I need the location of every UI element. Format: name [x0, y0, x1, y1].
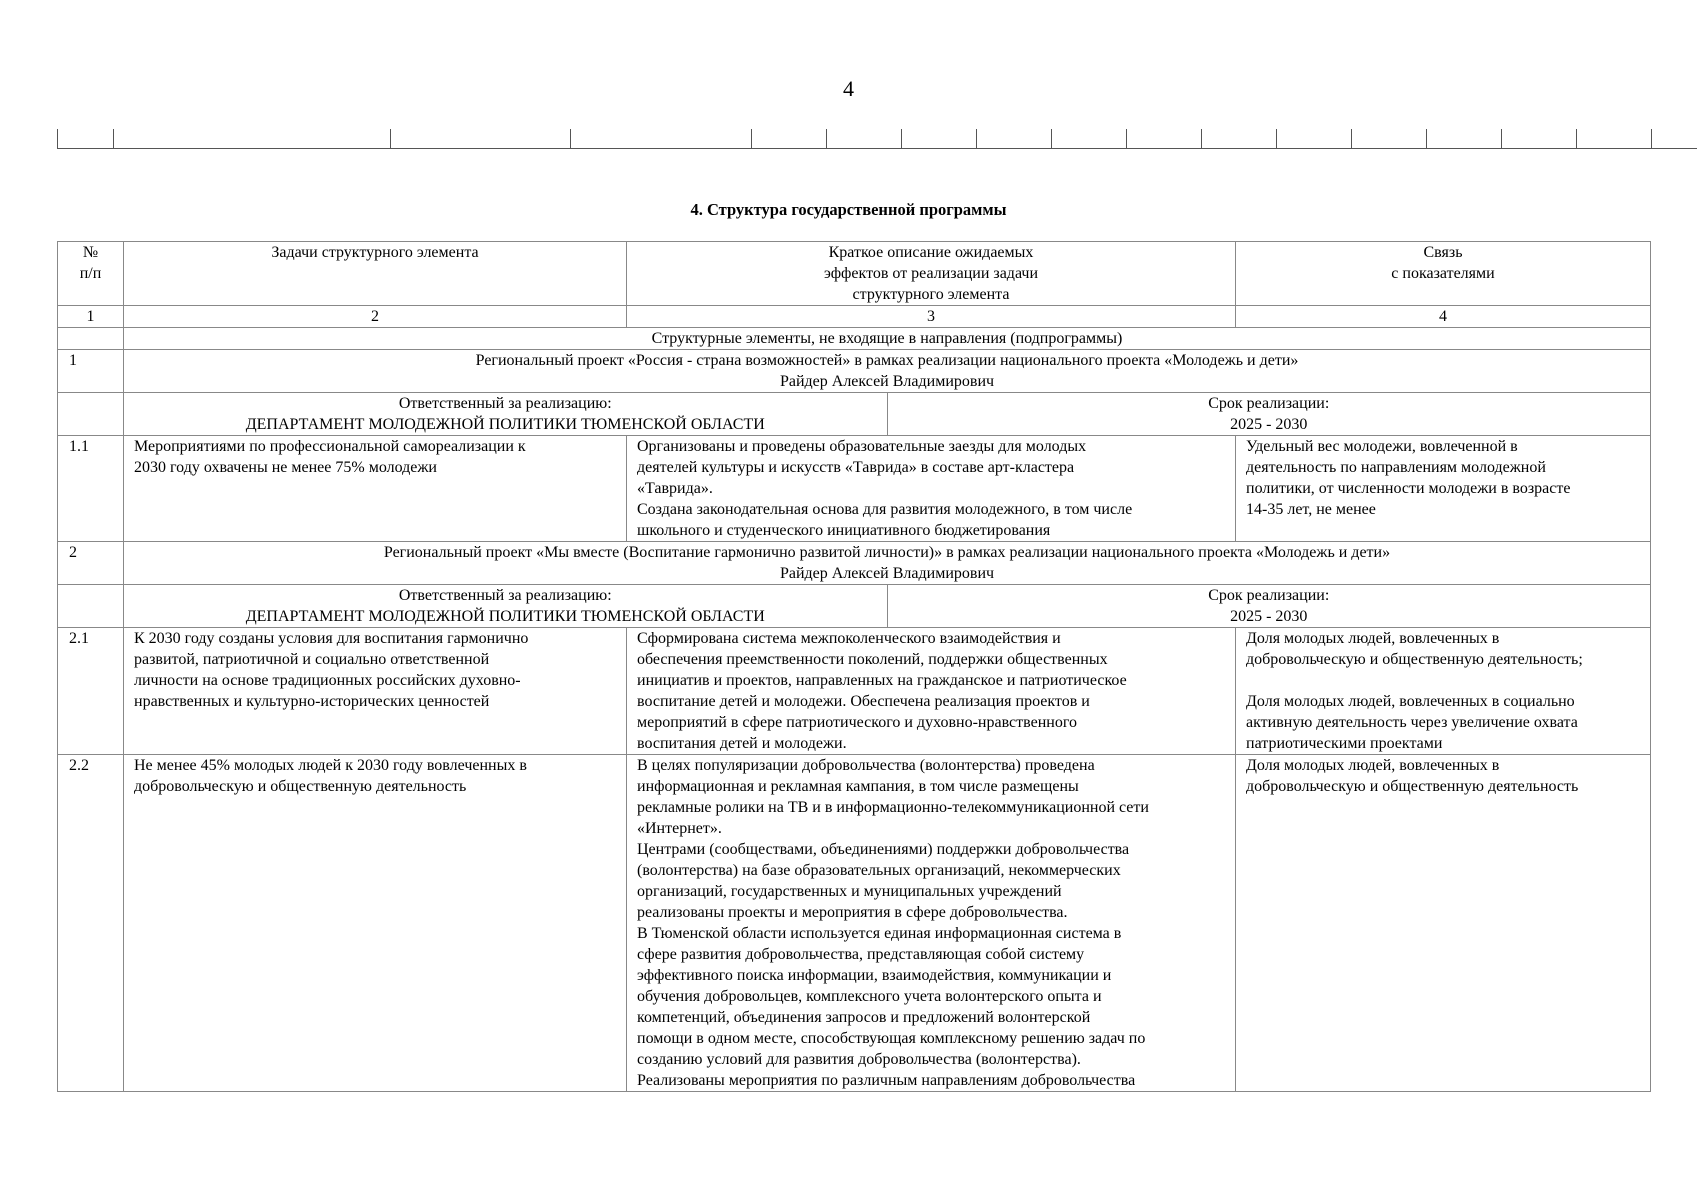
col-number-1: 1 [58, 306, 124, 328]
header-row [58, 242, 1651, 306]
expected-effects: Сформирована система межпоколенческого взаимодействия и обеспечения преемственности поколений, поддержки общественных инициатив и проектов, направленных на гражданское и патриотическое воспитание детей и молодежи. Обеспечена реализация проектов и мероприятий в сфере патриотического и духовно-нравственного воспитания детей и молодежи. [627, 628, 1236, 755]
group-header-row [58, 328, 1651, 350]
page-number: 4 [843, 76, 854, 101]
section-title: 4. Структура государственной программы [690, 200, 1007, 219]
responsible-cell [124, 585, 887, 627]
responsible-department: ДЕПАРТАМЕНТ МОЛОДЕЖНОЙ ПОЛИТИКИ ТЮМЕНСКОЙ ОБЛАСТИ [245, 416, 765, 433]
table-row [58, 628, 1651, 755]
project-title: Региональный проект «Мы вместе (Воспитание гармонично развитой личности)» в рамках реализации национального проекта «Молодежь и дети» [383, 544, 1391, 561]
col-number-4: 4 [1236, 306, 1651, 328]
previous-table-tail [57, 129, 1697, 149]
responsible-cell [124, 393, 887, 435]
project-person: Райдер Алексей Владимирович [779, 373, 995, 390]
task-description: Не менее 45% молодых людей к 2030 году вовлеченных в добровольческую и общественную деятельность [124, 755, 627, 1092]
expected-effects: Организованы и проведены образовательные заезды для молодых деятелей культуры и искусств «Таврида» в составе арт-кластера «Таврида». Создана законодательная основа для развития молодежного, в том числе школьного и студенческого инициативного бюджетирования [627, 436, 1236, 542]
expected-effects: В целях популяризации добровольчества (волонтерства) проведена информационная и рекламная кампания, в том числе размещены рекламные ролики на ТВ и в информационно-телекоммуникационной сети «Интернет». Центрами (сообществами, объединениями) поддержки добровольчества (волонтерства) на базе образовательных организаций, некоммерческих организаций, государственных и муниципальных учреждений реализованы проекты и мероприятия в сфере добровольчества. В Тюменской области используется единая информационная система в сфере развития добровольчества, представляющая собой систему эффективного поиска информации, взаимодействия, коммуникации и обучения добровольцев, комплексного учета волонтерского опыта и компетенций, объединения запросов и предложений волонтерской помощи в одном месте, способствующая комплексному решению задач по созданию условий для развития добровольчества (волонтерства). Реализованы мероприятия по различным направлениям добровольчества [627, 755, 1236, 1092]
task-number: 1.1 [58, 436, 124, 542]
task-number: 2.2 [58, 755, 124, 1092]
program-structure-table [57, 241, 1651, 1092]
header-col-tasks: Задачи структурного элемента [124, 242, 627, 306]
project-row [58, 350, 1651, 393]
term-cell [887, 393, 1650, 435]
task-number: 2.1 [58, 628, 124, 755]
col-number-2: 2 [124, 306, 627, 328]
responsible-label: Ответственный за реализацию: [398, 395, 612, 412]
term-label: Срок реализации: [1208, 395, 1330, 412]
responsible-row [58, 393, 1651, 436]
task-description: К 2030 году созданы условия для воспитания гармонично развитой, патриотичной и социально ответственной личности на основе традиционных российских духовно- нравственных и культурно-исторических ценностей [124, 628, 627, 755]
header-col-effects: Краткое описание ожидаемых эффектов от реализации задачи структурного элемента [627, 242, 1236, 306]
project-title: Региональный проект «Россия - страна возможностей» в рамках реализации национального проекта «Молодежь и дети» [475, 352, 1299, 369]
indicators-link: Доля молодых людей, вовлеченных в добровольческую и общественную деятельность [1236, 755, 1651, 1092]
project-person: Райдер Алексей Владимирович [779, 565, 995, 582]
responsible-row [58, 585, 1651, 628]
project-number: 1 [58, 350, 124, 393]
project-title-cell [124, 350, 1651, 393]
group-header: Структурные элементы, не входящие в направления (подпрограммы) [124, 328, 1651, 350]
task-description: Мероприятиями по профессиональной самореализации к 2030 году охвачены не менее 75% молодежи [124, 436, 627, 542]
col-number-3: 3 [627, 306, 1236, 328]
term-value: 2025 - 2030 [1230, 416, 1308, 433]
term-label: Срок реализации: [1208, 587, 1330, 604]
table-row [58, 755, 1651, 1092]
table-row [58, 436, 1651, 542]
header-col-indicators: Связь с показателями [1236, 242, 1651, 306]
project-number: 2 [58, 542, 124, 585]
term-value: 2025 - 2030 [1230, 608, 1308, 625]
indicators-link: Доля молодых людей, вовлеченных в добровольческую и общественную деятельность; Доля молодых людей, вовлеченных в социально активную деятельность через увеличение охвата патриотическими проектами [1236, 628, 1651, 755]
project-title-cell [124, 542, 1651, 585]
header-col-number: № п/п [58, 242, 124, 306]
responsible-label: Ответственный за реализацию: [398, 587, 612, 604]
column-numbers-row [58, 306, 1651, 328]
indicators-link: Удельный вес молодежи, вовлеченной в деятельность по направлениям молодежной политики, от численности молодежи в возрасте 14-35 лет, не менее [1236, 436, 1651, 542]
responsible-department: ДЕПАРТАМЕНТ МОЛОДЕЖНОЙ ПОЛИТИКИ ТЮМЕНСКОЙ ОБЛАСТИ [245, 608, 765, 625]
project-row [58, 542, 1651, 585]
term-cell [887, 585, 1650, 627]
